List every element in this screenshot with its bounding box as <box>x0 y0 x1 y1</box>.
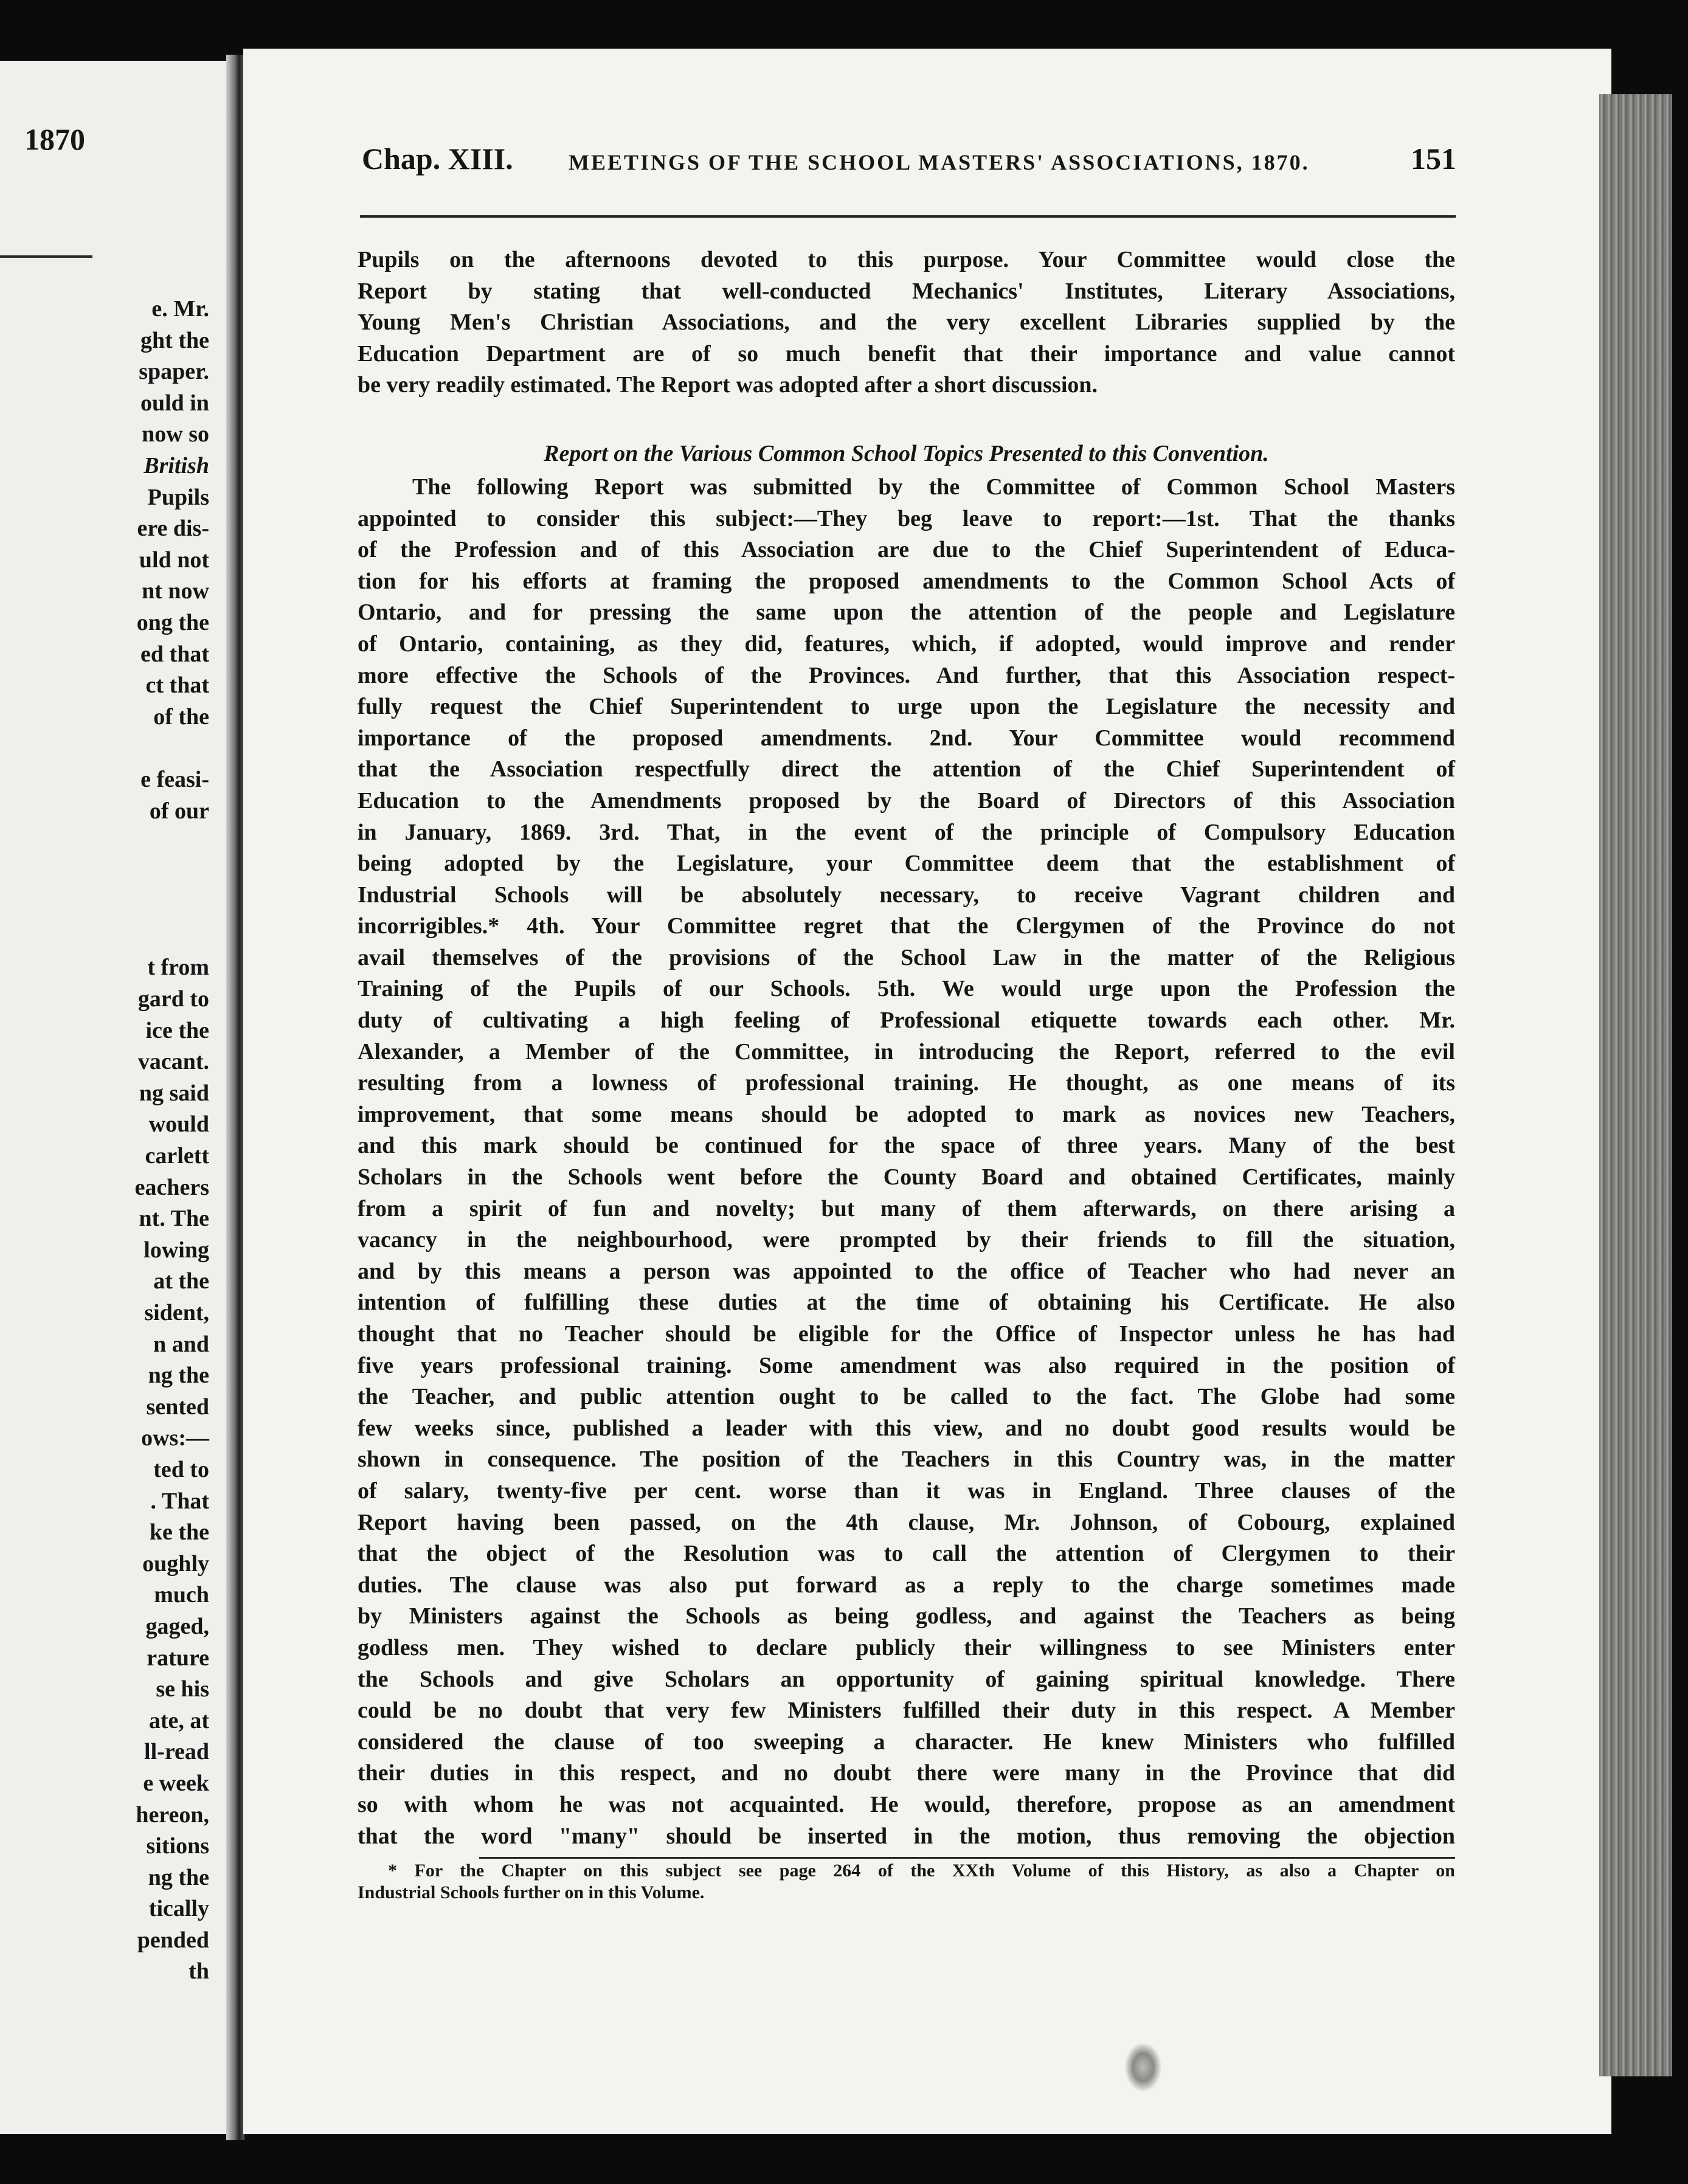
text-line: that the object of the Resolution was to call the attention of Clergymen to their <box>358 1541 1455 1567</box>
text-line: of salary, twenty-five per cent. worse than it was in England. Three clauses of the <box>358 1477 1455 1504</box>
left-text-fragment: would <box>148 1111 209 1138</box>
left-text-fragment: sident, <box>144 1300 209 1325</box>
left-text-fragment: sitions <box>146 1833 209 1859</box>
text-line: Industrial Schools will be absolutely necessary, to receive Vagrant children and <box>358 882 1455 908</box>
footnote <box>358 1860 1455 1904</box>
chapter-label: Chap. XIII. <box>362 142 513 176</box>
text-line: incorrigibles.* 4th. Your Committee regret that the Clergymen of the Province do not <box>358 913 1455 939</box>
left-text-fragment: Pupils <box>147 484 209 510</box>
left-text-fragment: e week <box>143 1770 209 1796</box>
text-line: Pupils on the afternoons devoted to this purpose. Your Committee would close the <box>358 247 1455 272</box>
text-line: appointed to consider this subject:—They beg leave to report:—1st. That the thanks <box>358 505 1455 531</box>
left-text-fragment: sented <box>146 1394 209 1420</box>
left-text-fragment: gard to <box>137 986 209 1012</box>
paragraph-closing-report <box>358 244 1455 401</box>
text-line: of Ontario, containing, as they did, features, which, if adopted, would improve and render <box>358 631 1455 657</box>
running-head <box>362 141 1456 190</box>
text-line: in January, 1869. 3rd. That, in the event of the principle of Compulsory Education <box>358 819 1455 845</box>
text-line: and by this means a person was appointed to the office of Teacher who had never an <box>358 1258 1455 1284</box>
text-line: thought that no Teacher should be eligible for the Office of Inspector unless he has had <box>358 1321 1455 1347</box>
left-text-fragment: vacant. <box>137 1049 209 1075</box>
text-line: of the Profession and of this Association are due to the Chief Superintendent of Educa- <box>358 537 1455 563</box>
text-line: duty of cultivating a high feeling of Professional etiquette towards each other. Mr. <box>358 1007 1455 1034</box>
left-text-fragment: much <box>154 1582 209 1608</box>
left-text-fragment: th <box>189 1958 209 1985</box>
scan-smudge <box>1125 2043 1161 2092</box>
text-line: that the word "many" should be inserted in the motion, thus removing the objection <box>358 1823 1455 1849</box>
text-line: few weeks since, published a leader with this view, and no doubt good results would be <box>358 1415 1455 1441</box>
left-text-fragment: lowing <box>144 1237 209 1263</box>
left-text-fragment: ate, at <box>148 1707 209 1733</box>
text-line: by Ministers against the Schools as being godless, and against the Teachers as being <box>358 1603 1455 1629</box>
text-line: Report having been passed, on the 4th clause, Mr. Johnson, of Cobourg, explained <box>358 1509 1455 1535</box>
text-line: godless men. They wished to declare publicly their willingness to see Ministers enter <box>358 1634 1455 1660</box>
body-text <box>358 244 1455 1904</box>
left-text-fragment: ct that <box>145 672 209 699</box>
text-line: five years professional training. Some amendment was also required in the position of <box>358 1352 1455 1378</box>
text-line: being adopted by the Legislature, your Committee deem that the establishment of <box>358 851 1455 877</box>
left-page-number: 1870 <box>24 122 85 156</box>
left-header-rule <box>0 255 92 258</box>
text-line: vacancy in the neighbourhood, were prompted by their friends to fill the situation, <box>358 1227 1455 1253</box>
text-line: Training of the Pupils of our Schools. 5th. We would urge upon the Profession the <box>358 976 1455 1002</box>
left-text-fragment <box>0 827 209 859</box>
text-line: the Teacher, and public attention ought to be called to the fact. The Globe had some <box>358 1384 1455 1410</box>
text-line: resulting from a lowness of professional training. He thought, as one means of its <box>358 1070 1455 1096</box>
left-text-fragment: . That <box>150 1488 209 1514</box>
text-line: shown in consequence. The position of the Teachers in this Country was, in the matter <box>358 1446 1455 1473</box>
left-text-fragment: ke the <box>149 1519 209 1546</box>
left-text-fragment: at the <box>153 1268 209 1294</box>
text-line: Industrial Schools further on in this Volume. <box>358 1882 705 1903</box>
left-text-fragment <box>0 890 209 921</box>
text-line: their duties in this respect, and no doubt there were many in the Province that did <box>358 1760 1455 1786</box>
left-text-fragment: tically <box>148 1896 209 1922</box>
left-text-fragment: of our <box>149 798 209 824</box>
section-heading: Report on the Various Common School Topics Presented to this Convention. <box>544 440 1269 466</box>
text-line: * For the Chapter on this subject see page 264 of the XXth Volume of this History, as also a Chapter on <box>388 1861 1455 1881</box>
left-text-fragment: ng the <box>148 1864 209 1890</box>
paragraph-common-school-report <box>358 472 1455 1852</box>
left-text-fragment: e feasi- <box>140 766 209 792</box>
text-line: importance of the proposed amendments. 2nd. Your Committee would recommend <box>358 725 1455 751</box>
text-line: Alexander, a Member of the Committee, in introducing the Report, referred to the evil <box>358 1038 1455 1065</box>
left-text-fragment: British <box>144 452 209 479</box>
text-line: Scholars in the Schools went before the County Board and obtained Certificates, mainly <box>358 1164 1455 1190</box>
left-page <box>0 61 226 2134</box>
left-text-fragment: carlett <box>145 1143 209 1169</box>
left-text-fragment: ows:— <box>141 1425 209 1451</box>
left-text-fragment: e. Mr. <box>151 296 209 322</box>
text-line: avail themselves of the provisions of the School Law in the matter of the Religious <box>358 944 1455 970</box>
left-text-fragment: spaper. <box>139 359 209 385</box>
text-line: Education Department are of so much benefit that their importance and value cannot <box>358 340 1455 367</box>
text-line: duties. The clause was also put forward as a reply to the charge sometimes made <box>358 1572 1455 1598</box>
book-gutter <box>226 55 244 2140</box>
left-text-fragment: t from <box>147 955 209 981</box>
left-text-fragment: hereon, <box>136 1802 209 1828</box>
text-line: so with whom he was not acquainted. He would, therefore, propose as an amendment <box>358 1791 1455 1817</box>
text-line: improvement, that some means should be adopted to mark as novices new Teachers, <box>358 1101 1455 1127</box>
text-line: Report by stating that well-conducted Mechanics' Institutes, Literary Associations, <box>358 278 1455 304</box>
left-text-fragment: ng said <box>139 1080 209 1106</box>
text-line: more effective the Schools of the Provinces. And further, that this Association respect- <box>358 662 1455 688</box>
left-text-fragment: ng the <box>148 1363 209 1389</box>
text-line: the Schools and give Scholars an opportunity of gaining spiritual knowledge. There <box>358 1666 1455 1692</box>
left-text-fragment <box>0 921 209 953</box>
text-line: Ontario, and for pressing the same upon the attention of the people and Legislature <box>358 600 1455 626</box>
page-number: 151 <box>1411 142 1456 176</box>
text-line: and this mark should be continued for the space of three years. Many of the best <box>358 1133 1455 1159</box>
left-text-fragment: ted to <box>153 1456 209 1482</box>
left-text-fragment: se his <box>156 1676 209 1702</box>
left-text-fragment: ere dis- <box>137 516 209 542</box>
left-text-fragment: ong the <box>136 609 209 635</box>
page-edges <box>1599 94 1672 2076</box>
left-text-fragment: nt now <box>142 578 209 604</box>
left-text-fragment: eachers <box>134 1174 209 1200</box>
left-text-fragment: of the <box>153 703 209 730</box>
text-line: tion for his efforts at framing the proposed amendments to the Common School Acts of <box>358 568 1455 594</box>
left-text-fragment: ll-read <box>144 1739 209 1765</box>
left-text-fragment: uld not <box>139 547 209 573</box>
left-text-fragment: pended <box>137 1927 209 1953</box>
left-text-fragment: nt. The <box>139 1206 209 1232</box>
left-page-text-fragments <box>0 294 209 1988</box>
text-line: could be no doubt that very few Ministers fulfilled their duty in this respect. A Member <box>358 1698 1455 1724</box>
text-line: Education to the Amendments proposed by the Board of Directors of this Association <box>358 787 1455 814</box>
paragraph-gap <box>358 401 1455 435</box>
left-text-fragment: ould in <box>140 390 209 416</box>
text-line: Young Men's Christian Associations, and the very excellent Libraries supplied by the <box>358 309 1455 336</box>
left-text-fragment: n and <box>153 1331 209 1357</box>
left-text-fragment: oughly <box>142 1550 209 1577</box>
text-line: that the Association respectfully direct the attention of the Chief Superintendent of <box>358 756 1455 783</box>
left-text-fragment <box>0 859 209 890</box>
left-text-fragment: ice the <box>145 1017 209 1043</box>
left-text-fragment: ght the <box>140 327 209 353</box>
left-text-fragment: rature <box>147 1645 209 1671</box>
left-text-fragment: ed that <box>140 641 209 667</box>
text-line: intention of fulfilling these duties at the time of obtaining his Certificate. He also <box>358 1290 1455 1316</box>
text-line: considered the clause of too sweeping a character. He knew Ministers who fulfilled <box>358 1729 1455 1755</box>
text-line: fully request the Chief Superintendent to urge upon the Legislature the necessity and <box>358 694 1455 720</box>
text-line: from a spirit of fun and novelty; but many of them afterwards, on there arising a <box>358 1195 1455 1222</box>
text-line: be very readily estimated. The Report was adopted after a short discussion. <box>358 372 1098 398</box>
footnote-rule <box>479 1857 1455 1859</box>
header-rule <box>360 215 1456 218</box>
left-text-fragment: gaged, <box>145 1613 209 1639</box>
text-line: The following Report was submitted by the Committee of Common School Masters <box>412 474 1455 500</box>
left-text-fragment: now so <box>142 421 209 448</box>
running-title: MEETINGS OF THE SCHOOL MASTERS' ASSOCIATIONS, 1870. <box>569 150 1310 175</box>
left-text-fragment <box>0 733 209 764</box>
